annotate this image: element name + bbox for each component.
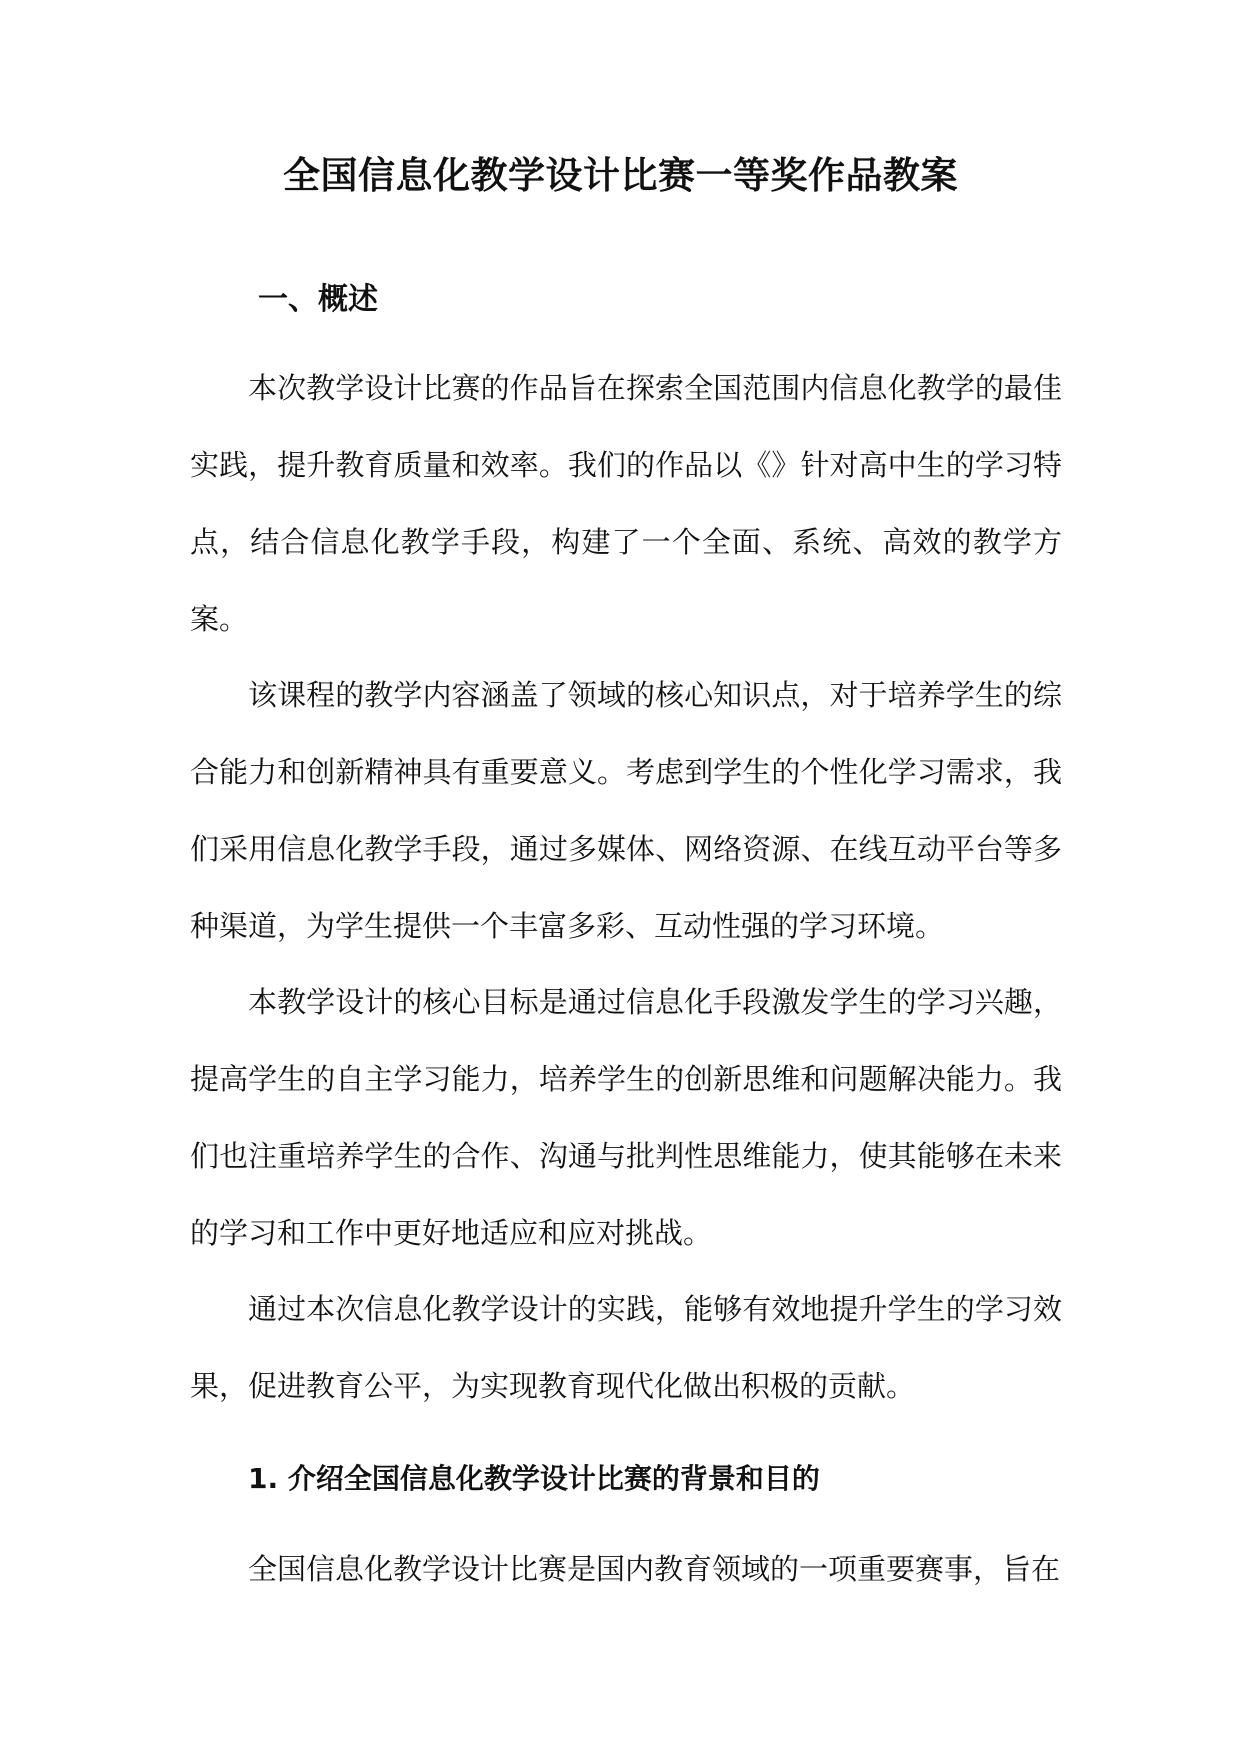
subsection-heading-background: 1. 介绍全国信息化教学设计比赛的背景和目的 (248, 1462, 820, 1495)
paragraph: 通过本次信息化教学设计的实践，能够有效地提升学生的学习效果，促进教育公平，为实现教育现代化做出积极的贡献。 (190, 1292, 1062, 1403)
document-title: 全国信息化教学设计比赛一等奖作品教案 (283, 154, 958, 197)
section-heading-overview: 一、概述 (258, 282, 378, 317)
paragraph: 本次教学设计比赛的作品旨在探索全国范围内信息化教学的最佳实践，提升教育质量和效率。我们的作品以《》针对高中生的学习特点，结合信息化教学手段，构建了一个全面、系统、高效的教学方案。 (190, 371, 1062, 636)
paragraph: 全国信息化教学设计比赛是国内教育领域的一项重要赛事，旨在 (248, 1552, 1061, 1586)
paragraph: 该课程的教学内容涵盖了领域的核心知识点，对于培养学生的综合能力和创新精神具有重要意义。考虑到学生的个性化学习需求，我们采用信息化教学手段，通过多媒体、网络资源、在线互动平台等多种渠道，为学生提供一个丰富多彩、互动性强的学习环境。 (190, 678, 1062, 943)
paragraph: 本教学设计的核心目标是通过信息化手段激发学生的学习兴趣，提高学生的自主学习能力，培养学生的创新思维和问题解决能力。我们也注重培养学生的合作、沟通与批判性思维能力，使其能够在未来的学习和工作中更好地适应和应对挑战。 (190, 985, 1062, 1250)
